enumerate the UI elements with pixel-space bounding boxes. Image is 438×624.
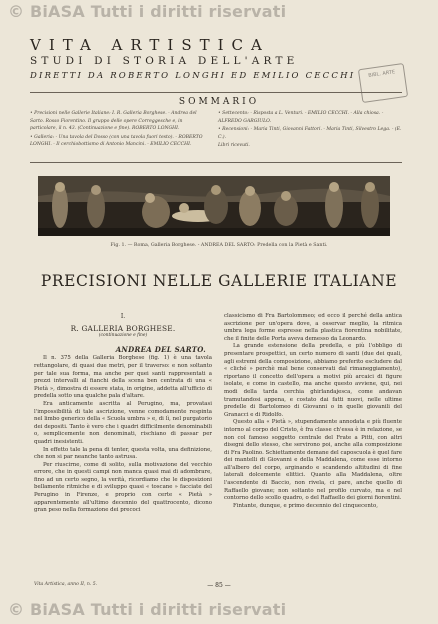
page-number: — 85 —	[207, 582, 231, 589]
sommario-entry: • Settecento: - Risposta a L. Venturi. - EMILIO CECCHI. - Alla chiosa. - ALFREDO GARGIULO.	[218, 111, 384, 124]
section-note: (continuazione e fine)	[98, 333, 148, 339]
paragraph: classicismo di Fra Bartolommeo; ed ecco il perché della antica ascrizione per un'opera dove, a osservar meglio, la ritmica umbra lega forme espresse nella plastica fiorentina nobilitate, che il finite delle Porta aveva demesso da Leonardo.	[224, 313, 402, 342]
masthead	[30, 36, 402, 82]
divider-rule	[30, 92, 402, 93]
paragraph: Questo alla « Pietà », stupendamente annodata e più fluente intorno al corpo del Cristo, è fra classe ch'essa è in relazione, se non col famoso soggetto centrale del Frate a Pitti, con altri disegni dello stesso, che servirono poi, anche alla composizione di Fra Paolino. Schiettamente demane del caposcuola è quel fare dei mantelli di Giovanni e della Maddalena, come esse intorno all'albero del corpo, arginando e scandendo altitudini di fine laterali dolcemente elittici. Quanto alla Maddalena, oltre l'ascendente di Baccio, non rivela, ci pare, anche quello di Raffaello giovane; non soltanto nel profilo curvato, ma e nel contorno dello scollo quadro, o del Raffaello dei giorni fiorentini.	[224, 419, 402, 502]
watermark-bottom: © BiASA Tutti i diritti riservati	[8, 600, 287, 619]
divider-rule	[30, 162, 402, 163]
section-title: R. GALLERIA BORGHESE.	[70, 323, 176, 333]
sommario-entry: • Galleria: - Una tavola del Dosso (con una tavola fuori testo). - ROBERTO LONGHI. - Il cerchiobottismo di Antonio Mancini. - EMILIO CECCHI.	[30, 134, 203, 148]
article-left-column	[34, 313, 212, 515]
figure-caption: Fig. 1. — Roma, Galleria Borghese. - ANDREA DEL SARTO: Predella con la Pietà e Santi.	[110, 243, 328, 248]
magazine-subtitle: STUDI DI STORIA DELL'ARTE	[30, 55, 299, 67]
paragraph: Fintante, dunque, e primo decennio del cinquecento,	[233, 502, 378, 509]
watermark-top: © BiASA Tutti i diritti riservati	[8, 2, 287, 21]
sommario-heading: SOMMARIO	[178, 97, 260, 107]
article-right-column	[224, 313, 402, 510]
subsection-title: ANDREA DEL SARTO.	[115, 344, 206, 354]
library-stamp: BIBL. ARTE	[358, 63, 408, 103]
magazine-title: VITA ARTISTICA	[30, 36, 270, 54]
issue-footnote: Vita Artistica, anno II, n. 5.	[34, 582, 98, 587]
paragraph: In effetto tale la pena di tenter, questa volta, una definizione, che non si par neanche tanto astrusa.	[34, 446, 212, 461]
sommario-left-column	[30, 110, 208, 150]
predella-painting-image	[38, 176, 390, 236]
article-title: PRECISIONI NELLE GALLERIE ITALIANE	[40, 272, 398, 290]
paragraph: Era anticamente ascritta al Perugino, ma, provatasi l'impossibilità di tale ascrizione, venne comodamente respinta nel limbo generico della « Scuola umbra » e, di lì, nel purgatorio dei depositi. Tanto è vero che i quadri difficilmente denominabili o, semplicemente non denominati, rischiano di passar per quadri inesistenti.	[34, 400, 212, 445]
section-number: I.	[120, 313, 126, 320]
sommario-entry: • Precisioni nelle Gallerie Italiane: I. R. Galleria Borghese. - Andrea del Sarto. Rosso Fiorentino. Il gruppo delle opere Correggesche e, in particolare, il n. 43. (Continuazione e fine). ROBERTO LONGHI.	[30, 111, 197, 132]
paragraph: Per riuscirne, come di solito, sulla motivazione del vecchio errore, che in questi campi non manca quasi mai di adombrare, fino ad un certo segno, la verità, ricordiamo che le disposizioni bellamente ritmiche e di sviluppo quasi « toscane » facciate del Perugino in Firenze, e proprio con certe « Pietà » apparentemente all'ultimo decennio del quattrocento, dicono gran peso nella formazione dei precoci	[34, 461, 212, 514]
sommario-entry: • Recensioni: - Maria Tinti, Giovanni Fattori. - Maria Tinti, Silvestro Lega. - (E. C.).	[218, 127, 402, 140]
painting-illustration	[38, 176, 390, 236]
paragraph: Il n. 375 della Galleria Borghese (fig. 1) è una tavola rettangolare, di quasi due metri, per il traverso: e non soltanto per tale sua forma, ma anche per quei santi rappresentati a prezzi intervalli al fianchi della scena ben centrata di una « Pietà », dimostra di essere stata, in origine, addetta all'ufficio di predella sotto una qualche pala d'altare.	[34, 355, 212, 400]
sommario-right-column	[218, 110, 402, 151]
sommario-entry: Libri ricevuti.	[218, 143, 250, 149]
paragraph: La grande estensione della predella, e più l'obbligo di presentare prospettici, un certo numero di santi (due dei quali, agli estremi della composizione, abbiamo preferito escludere dal « cliché » perchè mal bene conservati dal rimaneggiamento), riportano il concetto dell'opera a motivi più arcaici di figure isolate, e come in castello, ma anche questo avviene, qui, nei modi della tarda cerchia ghirlandajesca, come andavan tramutandosi appena, e costato dai fatti nuovi, nelle ultime predelle di Bartolomeo di Giovanni o in quelle giovanili del Granacci e di Ridolfo.	[224, 343, 402, 418]
magazine-editors: DIRETTI DA ROBERTO LONGHI ED EMILIO CECCHI	[30, 71, 356, 81]
